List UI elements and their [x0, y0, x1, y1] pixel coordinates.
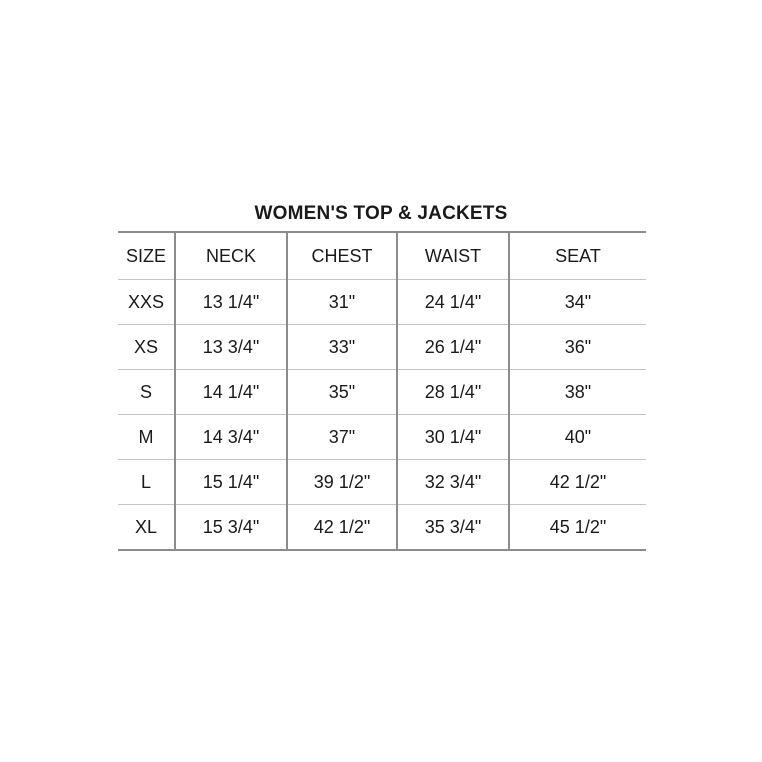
waist-cell: 26 1/4"	[397, 325, 509, 370]
header-row	[118, 232, 646, 280]
neck-cell: 15 1/4"	[175, 460, 287, 505]
size-cell: S	[118, 370, 175, 415]
table-row-xxs	[118, 280, 646, 325]
table-row-xs	[118, 325, 646, 370]
waist-cell: 24 1/4"	[397, 280, 509, 325]
table-row-xl	[118, 505, 646, 551]
table-row-m	[118, 415, 646, 460]
waist-cell: 30 1/4"	[397, 415, 509, 460]
seat-cell: 38"	[509, 370, 646, 415]
seat-cell: 45 1/2"	[509, 505, 646, 551]
neck-cell: 15 3/4"	[175, 505, 287, 551]
chest-cell: 33"	[287, 325, 397, 370]
size-cell: XL	[118, 505, 175, 551]
neck-cell: 14 1/4"	[175, 370, 287, 415]
table-row-s	[118, 370, 646, 415]
waist-cell: 28 1/4"	[397, 370, 509, 415]
waist-cell: 32 3/4"	[397, 460, 509, 505]
chest-cell: 39 1/2"	[287, 460, 397, 505]
seat-cell: 36"	[509, 325, 646, 370]
neck-cell: 14 3/4"	[175, 415, 287, 460]
chest-cell: 31"	[287, 280, 397, 325]
size-cell: XS	[118, 325, 175, 370]
chest-cell: 42 1/2"	[287, 505, 397, 551]
column-header-neck: NECK	[175, 232, 287, 280]
seat-cell: 42 1/2"	[509, 460, 646, 505]
column-header-seat: SEAT	[509, 232, 646, 280]
size-cell: XXS	[118, 280, 175, 325]
size-cell: M	[118, 415, 175, 460]
column-header-chest: CHEST	[287, 232, 397, 280]
size-chart-table	[118, 231, 646, 551]
neck-cell: 13 1/4"	[175, 280, 287, 325]
table-row-l	[118, 460, 646, 505]
column-header-waist: WAIST	[397, 232, 509, 280]
size-cell: L	[118, 460, 175, 505]
seat-cell: 34"	[509, 280, 646, 325]
chest-cell: 35"	[287, 370, 397, 415]
chart-title: WOMEN'S TOP & JACKETS	[254, 203, 508, 224]
chest-cell: 37"	[287, 415, 397, 460]
neck-cell: 13 3/4"	[175, 325, 287, 370]
seat-cell: 40"	[509, 415, 646, 460]
column-header-size: SIZE	[118, 232, 175, 280]
waist-cell: 35 3/4"	[397, 505, 509, 551]
